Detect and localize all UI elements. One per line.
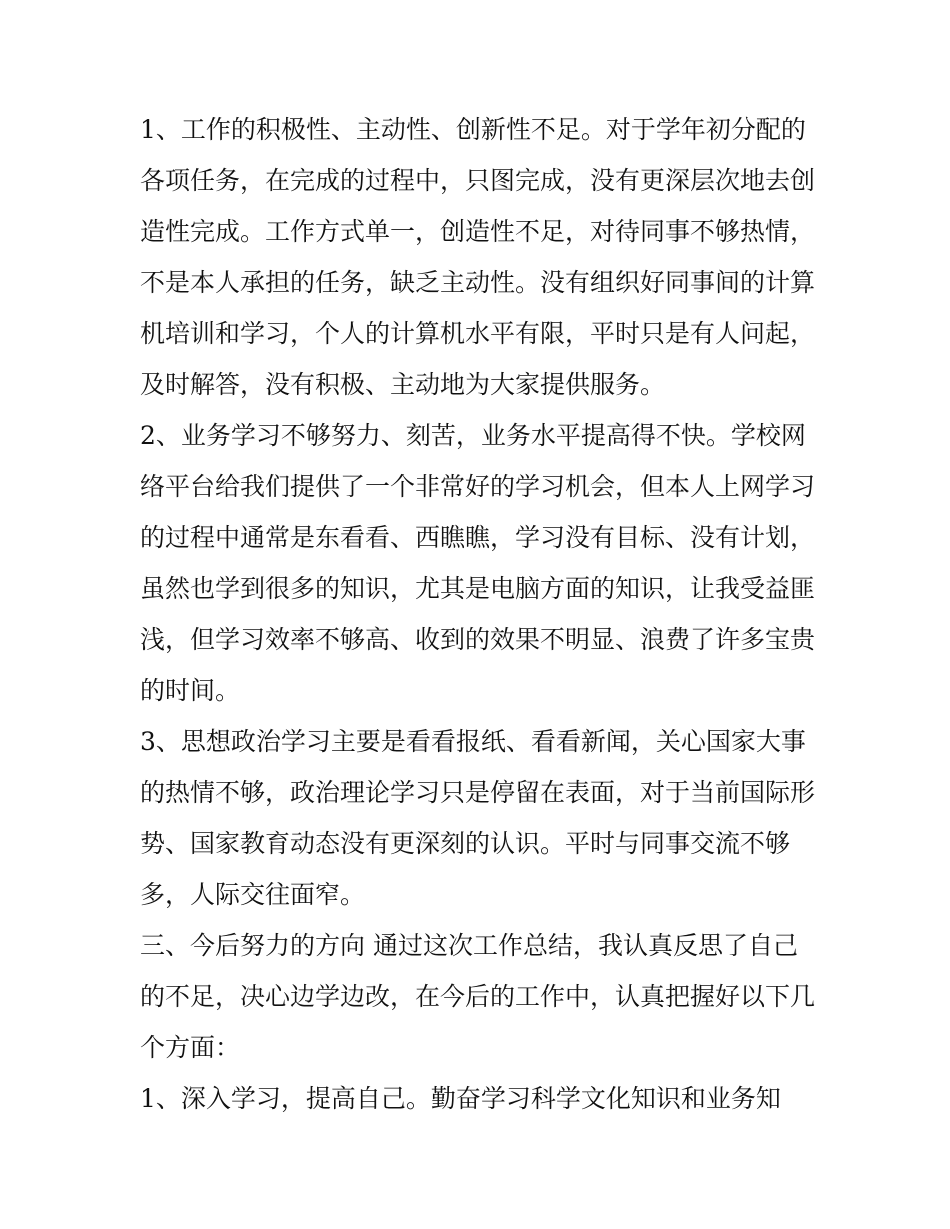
- text-line: 三、今后努力的方向 通过这次工作总结，我认真反思了自己: [140, 931, 798, 960]
- text-line: 及时解答，没有积极、主动地为大家提供服务。: [140, 370, 666, 399]
- text-line: 的热情不够，政治理论学习只是停留在表面，对于当前国际形: [140, 778, 816, 807]
- text-line: 浅，但学习效率不够高、收到的效果不明显、浪费了许多宝贵: [140, 625, 816, 654]
- text-line: 1、工作的积极性、主动性、创新性不足。对于学年初分配的: [140, 115, 806, 144]
- text-line: 1、深入学习，提高自己。勤奋学习科学文化知识和业务知: [140, 1084, 781, 1113]
- text-line: 各项任务，在完成的过程中，只图完成，没有更深层次地去创: [140, 166, 816, 195]
- text-line: 络平台给我们提供了一个非常好的学习机会，但本人上网学习: [140, 472, 816, 501]
- text-line: 多，人际交往面窄。: [140, 880, 366, 909]
- text-line: 的不足，决心边学边改，在今后的工作中，认真把握好以下几: [140, 982, 816, 1011]
- text-line: 造性完成。工作方式单一，创造性不足，对待同事不够热情，: [140, 217, 816, 246]
- text-line: 2、业务学习不够努力、刻苦，业务水平提高得不快。学校网: [140, 421, 806, 450]
- document-body: [140, 104, 818, 1124]
- text-line: 个方面：: [140, 1033, 241, 1062]
- text-line: 虽然也学到很多的知识，尤其是电脑方面的知识，让我受益匪: [140, 574, 816, 603]
- text-line: 的过程中通常是东看看、西瞧瞧，学习没有目标、没有计划，: [140, 523, 816, 552]
- text-line: 3、思想政治学习主要是看看报纸、看看新闻，关心国家大事: [140, 727, 806, 756]
- text-line: 不是本人承担的任务，缺乏主动性。没有组织好同事间的计算: [140, 268, 816, 297]
- text-line: 机培训和学习，个人的计算机水平有限，平时只是有人问起，: [140, 319, 816, 348]
- text-line: 的时间。: [140, 676, 241, 705]
- text-line: 势、国家教育动态没有更深刻的认识。平时与同事交流不够: [140, 829, 791, 858]
